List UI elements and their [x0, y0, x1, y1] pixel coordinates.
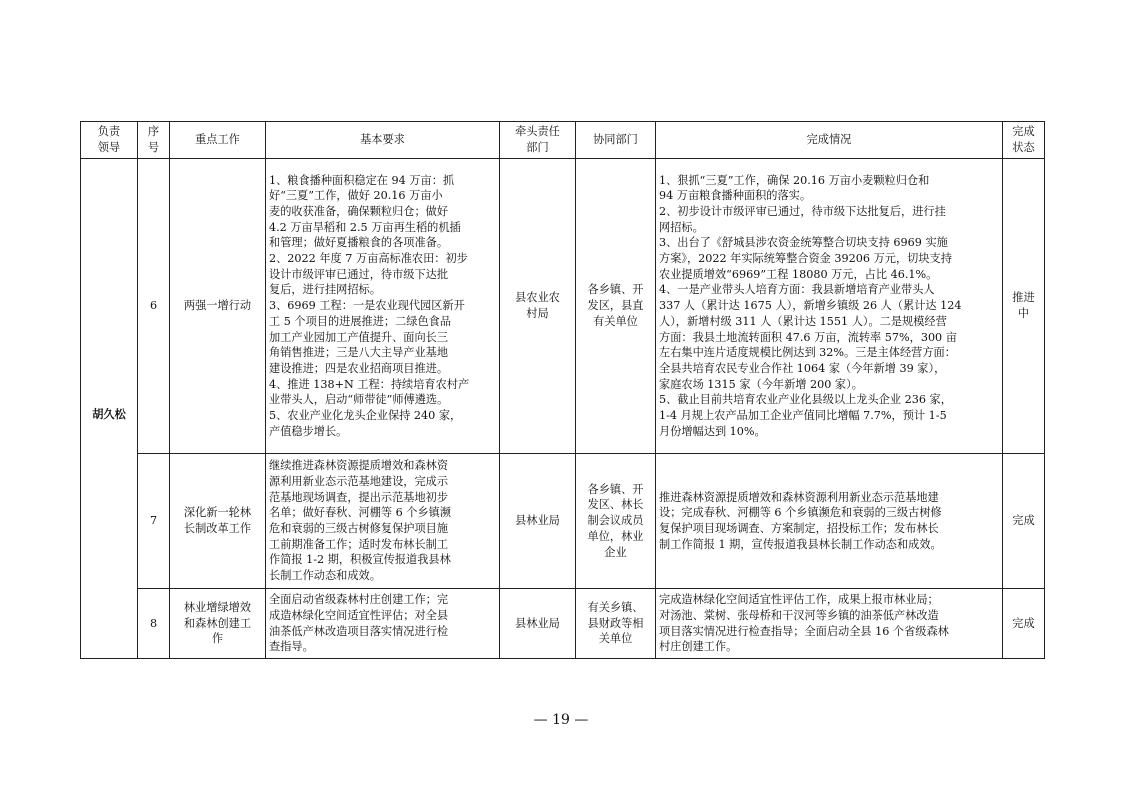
- header-lead-dept: 牵头责任 部门: [500, 122, 576, 159]
- header-seq: 序 号: [138, 122, 170, 159]
- lead-dept-cell: 县林业局: [500, 589, 576, 659]
- header-status: 完成 状态: [1003, 122, 1045, 159]
- header-task: 重点工作: [170, 122, 266, 159]
- lead-dept-cell: 县林业局: [500, 454, 576, 589]
- seq-cell: 7: [138, 454, 170, 589]
- requirement-cell: 1、粮食播种面积稳定在 94 万亩：抓 好“三夏”工作，做好 20.16 万亩小 麦的收获准备，确保颗粒归仓；做好 4.2 万亩旱稻和 2.5 万亩再生稻的机插 和管理；做好夏播粮食的各项准备。 2、2022 年度 7 万亩高标准农田：初步 设计市级评审已通过，待市级下达批 复后，进行挂网招标。 3、6969 工程：一是农业现代园区新开 工 5 个项目的进展推进；二绿色食品 加工产业园加工产值提升、面向长三 角销售推进；三是八大主导产业基地 建设推进；四是农业招商项目推进。 4、推进 138+N 工程：持续培育农村产 业带头人，启动“师带徒”师傅遴选。 5、农业产业化龙头企业保持 240 家， 产值稳步增长。: [266, 159, 500, 454]
- table-row: [81, 159, 1045, 454]
- coop-dept-cell: 各乡镇、开 发区、林长 制会议成员 单位，林业 企业: [576, 454, 656, 589]
- status-cell: 完成: [1003, 589, 1045, 659]
- lead-dept-cell: 县农业农 村局: [500, 159, 576, 454]
- requirement-cell: 全面启动省级森林村庄创建工作；完 成造林绿化空间适宜性评估；对全县 油茶低产林改造项目落实情况进行检 查指导。: [266, 589, 500, 659]
- header-row: [81, 122, 1045, 159]
- coop-dept-cell: 有关乡镇、 县财政等相 关单位: [576, 589, 656, 659]
- task-cell: 深化新一轮林 长制改革工作: [170, 454, 266, 589]
- progress-cell: 1、狠抓“三夏”工作，确保 20.16 万亩小麦颗粒归仓和 94 万亩粮食播种面积的落实。 2、初步设计市级评审已通过，待市级下达批复后，进行挂 网招标。 3、出台了《舒城县涉农资金统筹整合切块支持 6969 实施 方案》，2022 年实际统筹整合资金 39206 万元，切块支持 农业提质增效“6969”工程 18080 万元，占比 46.1%。 4、一是产业带头人培育方面：我县新增培育产业带头人 337 人（累计达 1675 人），新增乡镇级 26 人（累计达 124 人），新增村级 311 人（累计达 1551 人）。二是规模经营 方面：我县土地流转面积 47.6 万亩，流转率 57%，300 亩 左右集中连片适度规模比例达到 32%。三是主体经营方面： 全县共培育农民专业合作社 1064 家（今年新增 39 家）， 家庭农场 1315 家（今年新增 200 家）。 5、截止目前共培育农业产业化县级以上龙头企业 236 家， 1-4 月规上农产品加工企业产值同比增幅 7.7%，预计 1-5 月份增幅达到 10%。: [656, 159, 1003, 454]
- header-progress: 完成情况: [656, 122, 1003, 159]
- task-cell: 林业增绿增效 和森林创建工 作: [170, 589, 266, 659]
- task-cell: 两强一增行动: [170, 159, 266, 454]
- seq-cell: 8: [138, 589, 170, 659]
- table-row: [81, 589, 1045, 659]
- progress-cell: 完成造林绿化空间适宜性评估工作，成果上报市林业局； 对汤池、棠树、张母桥和干汊河等乡镇的油茶低产林改造 项目落实情况进行检查指导；全面启动全县 16 个省级森林 村庄创建工作。: [656, 589, 1003, 659]
- page-number: — 19 —: [533, 712, 589, 728]
- coop-dept-cell: 各乡镇、开 发区，县直 有关单位: [576, 159, 656, 454]
- leader-cell: 胡久松: [81, 159, 138, 659]
- header-leader: 负责 领导: [81, 122, 138, 159]
- work-table: [80, 121, 1045, 659]
- status-cell: 推进 中: [1003, 159, 1045, 454]
- requirement-cell: 继续推进森林资源提质增效和森林资 源利用新业态示范基地建设，完成示 范基地现场调查，提出示范基地初步 名单；做好春秋、河棚等 6 个乡镇濒 危和衰弱的三级古树修复保护项目施 工前期准备工作；适时发布林长制工 作简报 1-2 期，积极宣传报道我县林 长制工作动态和成效。: [266, 454, 500, 589]
- table-row: [81, 454, 1045, 589]
- header-coop-dept: 协同部门: [576, 122, 656, 159]
- seq-cell: 6: [138, 159, 170, 454]
- status-cell: 完成: [1003, 454, 1045, 589]
- header-requirement: 基本要求: [266, 122, 500, 159]
- progress-cell: 推进森林资源提质增效和森林资源利用新业态示范基地建 设；完成春秋、河棚等 6 个乡镇濒危和衰弱的三级古树修 复保护项目现场调查、方案制定，招投标工作；发布林长 制工作简报 1 期，宣传报道我县林长制工作动态和成效。: [656, 454, 1003, 589]
